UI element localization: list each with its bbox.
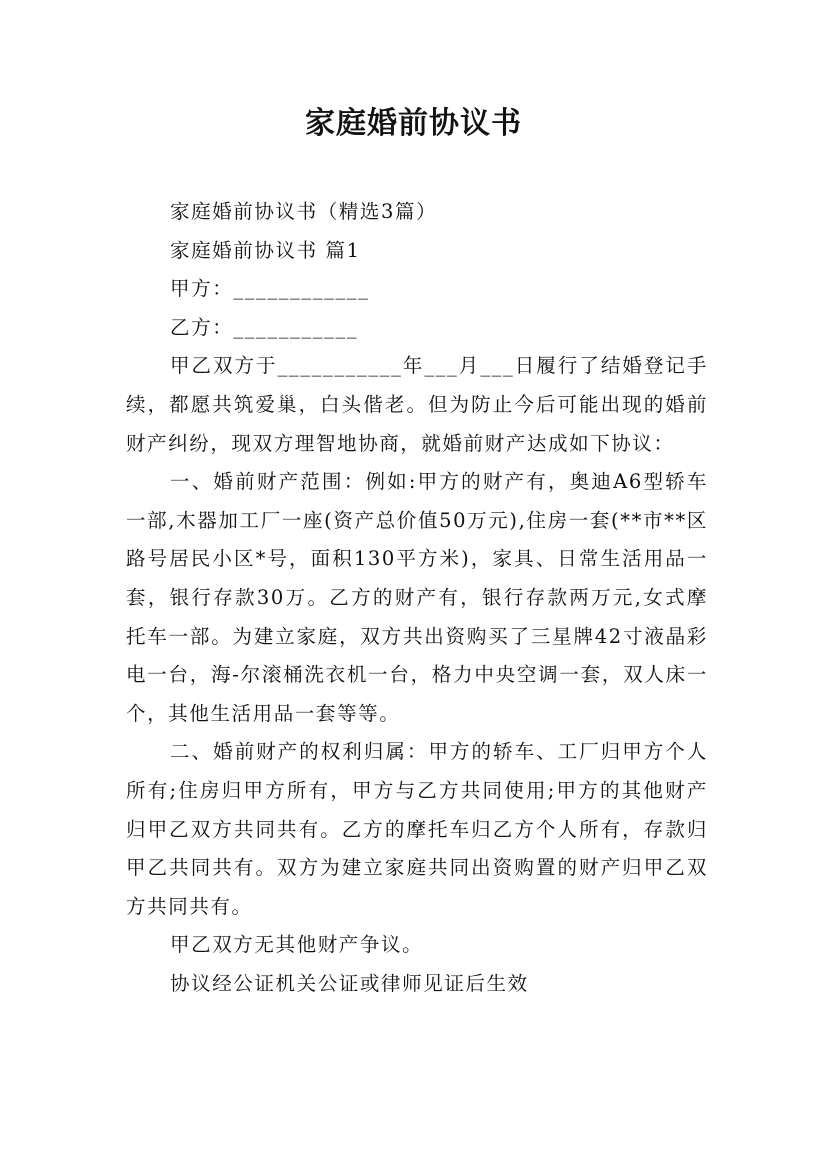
section-heading: 家庭婚前协议书 篇1 — [170, 238, 361, 262]
intro-paragraph: 甲乙双方于___________年___月___日履行了结婚登记手续，都愿共筑爱巢，白头偕老。但为防止今后可能出现的婚前财产纠纷，现双方理智地协商，就婚前财产达成如下协议： — [126, 354, 708, 455]
subtitle-line: 家庭婚前协议书（精选3篇） — [170, 200, 438, 223]
party-a-line: 甲方：____________ — [170, 277, 370, 301]
party-b-line: 乙方：___________ — [170, 315, 359, 339]
no-dispute-line: 甲乙双方无其他财产争议。 — [170, 933, 424, 957]
effectiveness-line: 协议经公证机关公证或律师见证后生效 — [170, 971, 529, 995]
document-body — [126, 193, 708, 1003]
property-ownership-paragraph: 二、婚前财产的权利归属：甲方的轿车、工厂归甲方个人所有;住房归甲方所有，甲方与乙方共同使用;甲方的其他财产归甲乙双方共同共有。乙方的摩托车归乙方个人所有，存款归甲乙共同共有。双方为建立家庭共同出资购置的财产归甲乙双方共同共有。 — [126, 740, 708, 918]
property-scope-paragraph: 一、婚前财产范围：例如:甲方的财产有，奥迪A6型轿车一部,木器加工厂一座(资产总价值50万元),住房一套(**市**区路号居民小区*号，面积130平方米)，家具、日常生活用品一套，银行存款30万。乙方的财产有，银行存款两万元,女式摩托车一部。为建立家庭，双方共出资购买了三星牌42寸液晶彩电一台，海-尔滚桶洗衣机一台，格力中央空调一套，双人床一个，其他生活用品一套等等。 — [126, 470, 708, 725]
document-title: 家庭婚前协议书 — [305, 106, 522, 141]
